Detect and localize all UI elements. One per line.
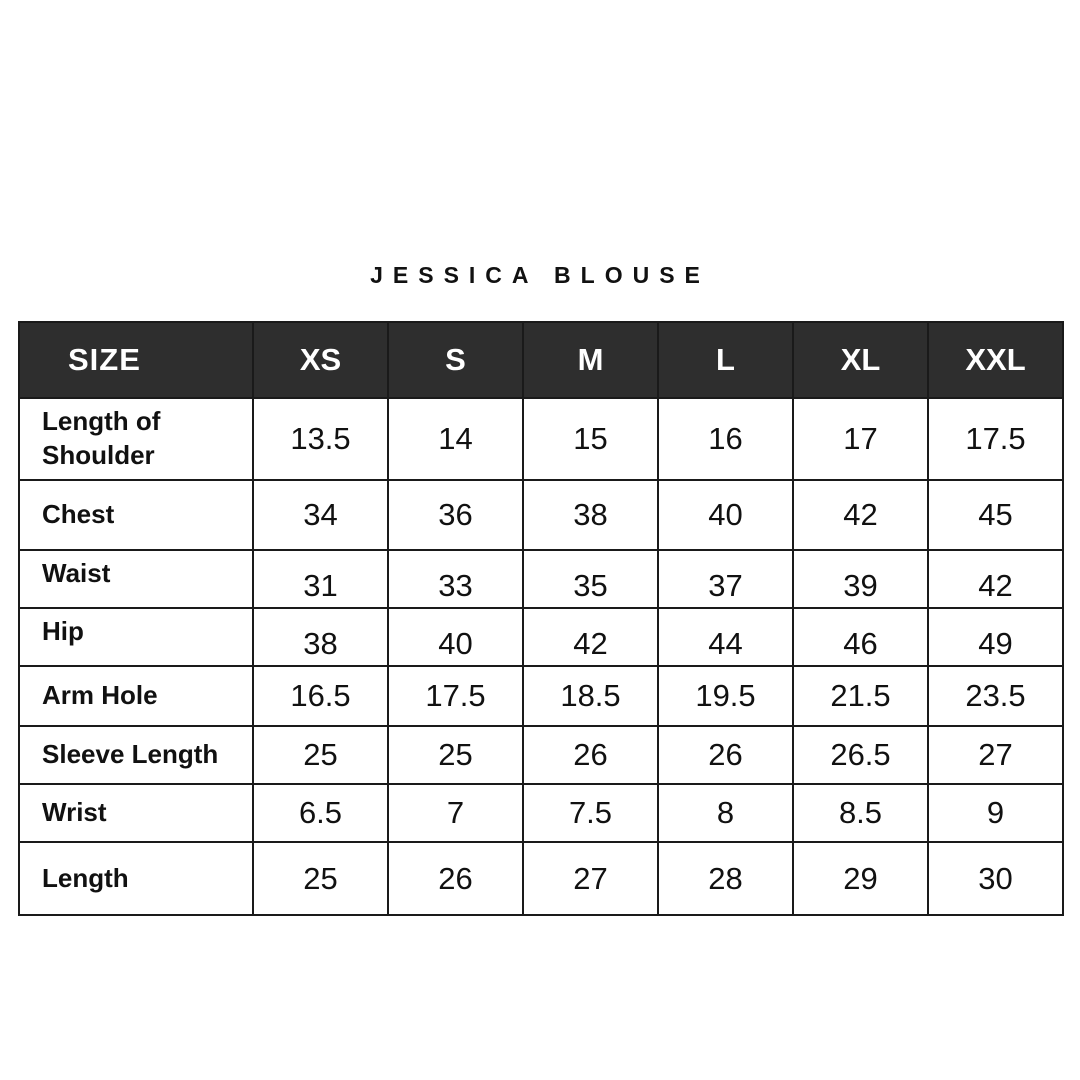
cell-value: 6.5 [253,784,388,842]
cell-value: 38 [523,480,658,550]
cell-value: 17 [793,398,928,480]
cell-value: 21.5 [793,666,928,726]
cell-value: 44 [658,608,793,666]
cell-value: 26 [523,726,658,784]
cell-value: 25 [388,726,523,784]
cell-value: 18.5 [523,666,658,726]
cell-value: 46 [793,608,928,666]
cell-value: 16 [658,398,793,480]
cell-value: 40 [388,608,523,666]
row-label: Arm Hole [19,666,253,726]
cell-value: 40 [658,480,793,550]
cell-value: 31 [253,550,388,608]
row-label: Sleeve Length [19,726,253,784]
table-row [19,726,1063,784]
cell-value: 26 [658,726,793,784]
row-label: Length [19,842,253,915]
cell-value: 35 [523,550,658,608]
row-label: Wrist [19,784,253,842]
column-header-l: L [658,322,793,398]
column-header-m: M [523,322,658,398]
cell-value: 42 [928,550,1063,608]
table-row [19,842,1063,915]
cell-value: 17.5 [388,666,523,726]
table-row [19,480,1063,550]
cell-value: 42 [523,608,658,666]
row-label: Waist [19,550,253,608]
page-title: JESSICA BLOUSE [370,262,710,288]
cell-value: 38 [253,608,388,666]
cell-value: 39 [793,550,928,608]
size-chart-table [18,321,1064,916]
cell-value: 16.5 [253,666,388,726]
cell-value: 27 [523,842,658,915]
cell-value: 29 [793,842,928,915]
header-row [19,322,1063,398]
cell-value: 49 [928,608,1063,666]
cell-value: 28 [658,842,793,915]
column-header-xs: XS [253,322,388,398]
cell-value: 45 [928,480,1063,550]
row-label: Hip [19,608,253,666]
row-label: Length of Shoulder [19,398,253,480]
cell-value: 19.5 [658,666,793,726]
cell-value: 9 [928,784,1063,842]
cell-value: 23.5 [928,666,1063,726]
cell-value: 36 [388,480,523,550]
cell-value: 34 [253,480,388,550]
cell-value: 27 [928,726,1063,784]
cell-value: 7 [388,784,523,842]
cell-value: 25 [253,842,388,915]
table-row [19,398,1063,480]
column-header-s: S [388,322,523,398]
row-label: Chest [19,480,253,550]
table-row [19,666,1063,726]
cell-value: 14 [388,398,523,480]
cell-value: 30 [928,842,1063,915]
table-row [19,550,1063,608]
size-column-header: SIZE [19,322,253,398]
column-header-xl: XL [793,322,928,398]
cell-value: 7.5 [523,784,658,842]
cell-value: 26.5 [793,726,928,784]
cell-value: 15 [523,398,658,480]
table-row [19,608,1063,666]
column-header-xxl: XXL [928,322,1063,398]
cell-value: 8.5 [793,784,928,842]
cell-value: 17.5 [928,398,1063,480]
cell-value: 42 [793,480,928,550]
cell-value: 26 [388,842,523,915]
cell-value: 37 [658,550,793,608]
cell-value: 13.5 [253,398,388,480]
cell-value: 25 [253,726,388,784]
cell-value: 33 [388,550,523,608]
table-row [19,784,1063,842]
cell-value: 8 [658,784,793,842]
